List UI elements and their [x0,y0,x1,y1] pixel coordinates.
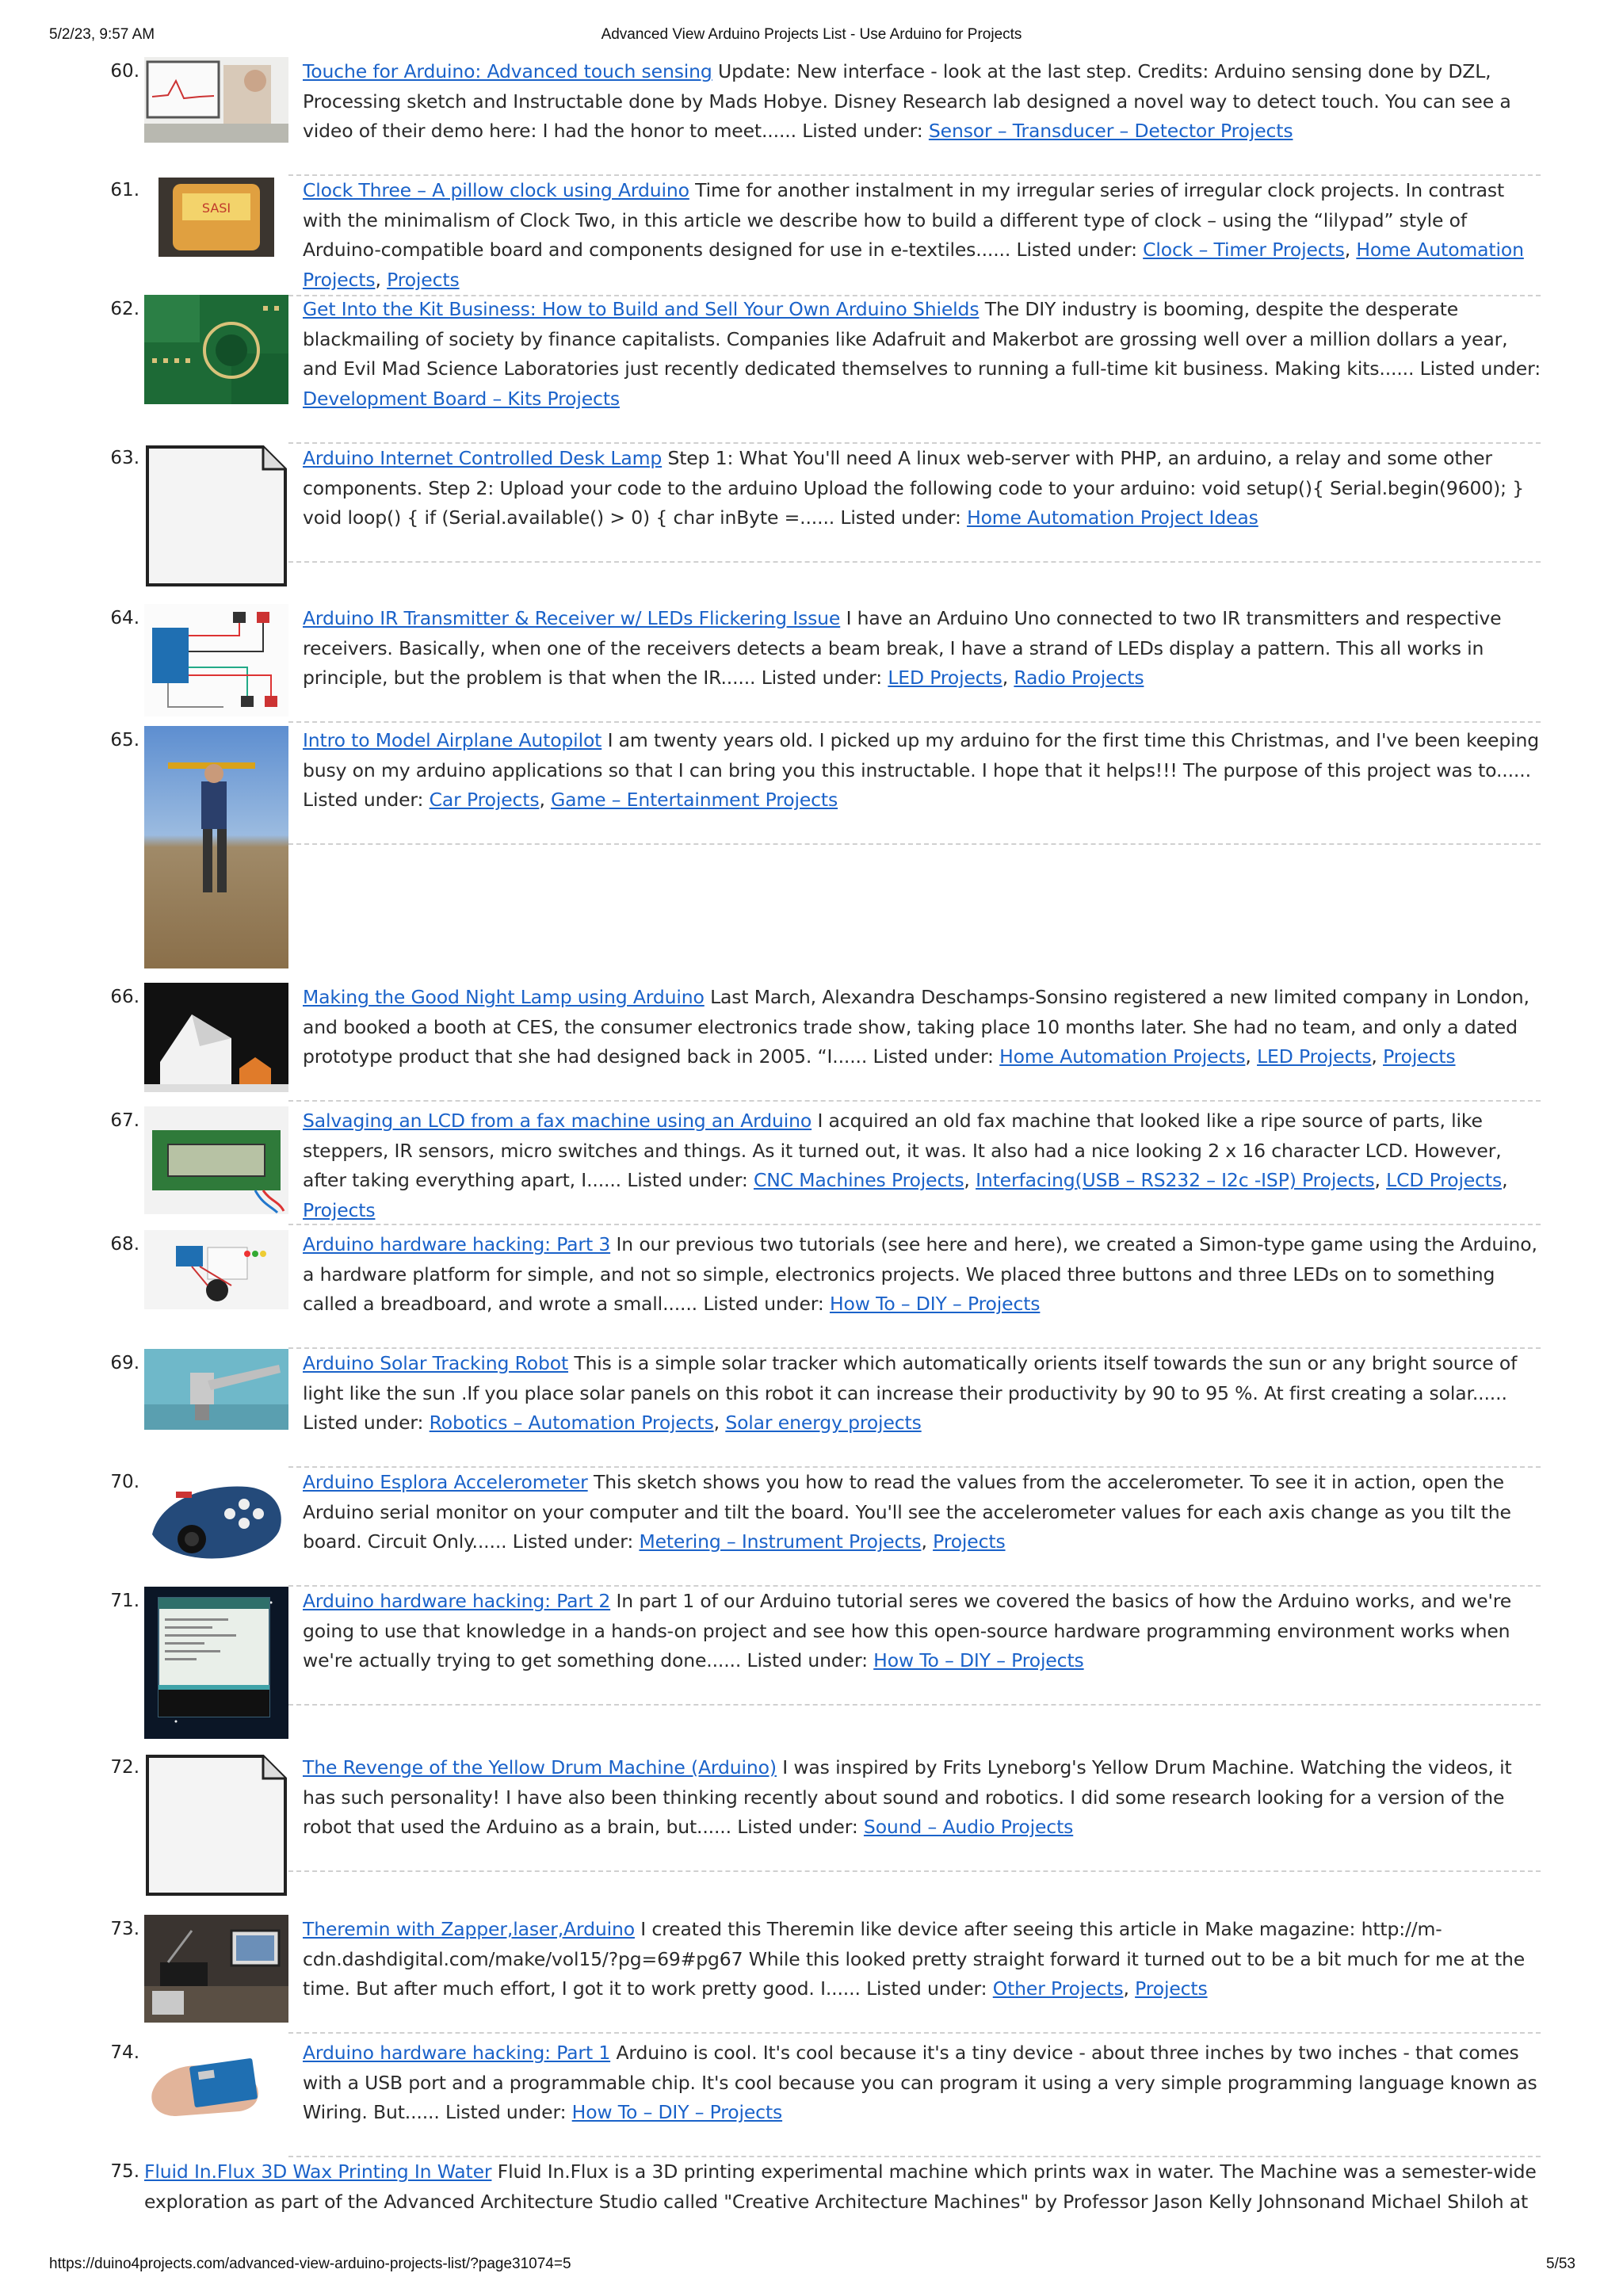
item-title-link[interactable]: Intro to Model Airplane Autopilot [303,729,602,751]
item-number: 72. [110,1757,139,1778]
listed-under-label: Listed under: [1419,357,1541,380]
item-number: 70. [110,1472,139,1492]
listed-under-label: Listed under: [1016,239,1137,262]
listed-under-label: Listed under: [303,789,424,812]
item-number: 75. [110,2161,139,2182]
item-description: In part 1 of our Arduino tutorial seres we covered the basics of how the Arduino works, and we're going to use that knowledge in a hands-on project and see how this open-source hardware programming environment works when we're actually trying to get something done...... [303,1590,1512,1672]
item-number: 67. [110,1110,139,1131]
item-text [144,2157,1541,2217]
pillow-clock-image [158,178,274,257]
touch-demo-image [144,57,288,143]
divider [288,1870,1541,1872]
page-number: 5/53 [1546,2256,1575,2272]
divider [288,2032,1541,2034]
item-text: Arduino IR Transmitter & Receiver w/ LEDs Flickering Issue I have an Arduino Uno connected to two IR transmitters and respective receivers. Basically, when one of the receivers detects a beam break, I have a strand of LEDs display a pattern. This all works in principle, but the problem is that when the IR...... Listed under: LED Projects, Radio Projects [303,607,1502,690]
category-link[interactable]: Projects [387,268,460,291]
item-thumbnail[interactable] [144,1230,288,1309]
item-number: 69. [110,1353,139,1373]
category-link[interactable]: LED Projects [888,667,1002,690]
item-title-link[interactable]: The Revenge of the Yellow Drum Machine (Arduino) [303,1756,777,1778]
item-text: Theremin with Zapper,laser,Arduino I created this Theremin like device after seeing this article in Make magazine: http://m-cdn.dashdigital.com/make/vol15/?pg=69#pg67 While this looked pretty straight forward it turned out to be a bit much for me at the time. But after much effort, I got it to work pretty good. I...... Listed under: Other Projects, Projects [303,1918,1526,2000]
solar-tracker-photo [144,1349,288,1430]
good-night-lamp-photo [144,983,288,1092]
item-thumbnail[interactable] [158,178,274,257]
divider [288,1224,1541,1225]
category-link[interactable]: Other Projects [992,1977,1124,2000]
item-number: 64. [110,608,139,628]
listed-under-label: Listed under: [445,2101,567,2124]
item-description: I am twenty years old. I picked up my arduino for the first time this Christmas, and I've been keeping busy on my arduino applications so that I can bring you this instructable. I hope that it helps!!! The purpose of this project was to...... [303,729,1539,781]
item-text: Arduino Solar Tracking Robot This is a simple solar tracker which automatically orients itself towards the sun or any bright source of light like the sun .If you place solar panels on this robot it can increase their productivity by 90 to 95 %. At first creating a solar...... Listed under: Robotics – Automation Projects, Solar energy projects [303,1352,1518,1435]
item-number: 66. [110,987,139,1007]
category-link[interactable]: Home Automation Project Ideas [967,506,1258,529]
arduino-in-hand-photo [144,2045,288,2124]
divider [288,1704,1541,1706]
item-title-link[interactable]: Arduino Internet Controlled Desk Lamp [303,447,663,469]
item-text: Intro to Model Airplane Autopilot I am twenty years old. I picked up my arduino for the first time this Christmas, and I've been keeping busy on my arduino applications so that I can bring you this instructable. I hope that it helps!!! The purpose of this project was to...... Listed under: Car Projects, Game – Entertainment Projects [303,729,1539,812]
listed-under-label: Listed under: [703,1293,824,1316]
item-text [303,444,1541,533]
category-link[interactable]: Sensor – Transducer – Detector Projects [928,120,1293,143]
category-link[interactable]: Projects [1135,1977,1208,2000]
item-text [303,2038,1541,2128]
item-thumbnail[interactable] [144,444,288,588]
item-text: Salvaging an LCD from a fax machine using an Arduino I acquired an old fax machine that looked like a ripe source of parts, like steppers, IR sensors, micro switches and things. As it turned out, it was. It also had a nice looking 2 x 16 character LCD. However, after taking everything apart, I...... Listed under: CNC Machines Projects, Interfacing(USB – RS232 – I2c -ISP) Projects, LCD Projects, Projects [303,1110,1508,1221]
listed-under-label: Listed under: [627,1169,748,1192]
category-link[interactable]: Sound – Audio Projects [863,1816,1074,1839]
category-link[interactable]: Development Board – Kits Projects [303,387,620,410]
divider [288,1100,1541,1102]
listed-under-label: Listed under: [747,1649,868,1672]
item-text: Clock Three – A pillow clock using Arduino Time for another instalment in my irregular series of irregular clock projects. In contrast with the minimalism of Clock Two, in this article we describe how to build a different type of clock – using the “lilypad” style of Arduino-compatible board and components designed for use in e-textiles...... Listed under: Clock – Timer Projects, Home Automation Projects, Projects [303,179,1524,291]
category-link[interactable]: Projects [303,1198,376,1221]
item-description: I created this Theremin like device after seeing this article in Make magazine: http://m-cdn.dashdigital.com/make/vol15/?pg=69#pg67 While this looked pretty straight forward it turned out to be a bit much for me at the time. But after much effort, I got it to work pretty good. I...... [303,1918,1526,2000]
item-thumbnail[interactable] [144,983,288,1092]
category-link[interactable]: How To – DIY – Projects [829,1293,1041,1316]
listed-under-label: Listed under: [873,1045,994,1068]
item-thumbnail[interactable] [144,1753,288,1897]
theremin-photo [144,1915,288,2023]
item-thumbnail[interactable] [144,726,288,968]
item-text [303,57,1541,147]
item-description: I was inspired by Frits Lyneborg's Yellow Drum Machine. Watching the videos, it has such personality! I have also been thinking recently about sound and robotics. I did some research looking for a version of the robot that used the Arduino as a brain, but...... [303,1756,1512,1839]
item-title-link[interactable]: Get Into the Kit Business: How to Build and Sell Your Own Arduino Shields [303,298,980,320]
item-description: I acquired an old fax machine that looked like a ripe source of parts, like steppers, IR sensors, micro switches and things. As it turned out, it was. It also had a nice looking 2 x 16 character LCD. However, after taking everything apart, I...... [303,1110,1502,1192]
item-number: 65. [110,730,139,751]
item-text: Making the Good Night Lamp using Arduino Last March, Alexandra Deschamps-Sonsino registered a new limited company in London, and booked a booth at CES, the consumer electronics trade show, taking place 10 months later. She had no team, and only a dated prototype product that she had designed back in 2005. “I...... Listed under: Home Automation Projects, LED Projects, Projects [303,986,1529,1068]
print-datetime: 5/2/23, 9:57 AM [49,26,155,43]
item-number: 60. [110,61,139,82]
category-link[interactable]: Radio Projects [1014,667,1144,690]
item-description: This sketch shows you how to read the values from the accelerometer. To see it in action, open the Arduino serial monitor on your computer and tilt the board. You'll see the accelerometer values for each axis change as you tilt the board. Circuit Only...... [303,1471,1511,1553]
item-thumbnail[interactable] [144,57,288,143]
item-title-link[interactable]: Arduino hardware hacking: Part 1 [303,2042,611,2064]
item-number: 62. [110,299,139,319]
category-link[interactable]: Game – Entertainment Projects [551,789,838,812]
item-title-link[interactable]: Touche for Arduino: Advanced touch sensing [303,60,712,82]
listed-under-label: Listed under: [761,667,883,690]
item-description: Time for another instalment in my irregular series of irregular clock projects. In contrast with the minimalism of Clock Two, in this article we describe how to build a different type of clock – using the “lilypad” style of Arduino-compatible board and components designed for use in e-textiles...... [303,179,1505,262]
item-description: Step 1: What You'll need A linux web-server with PHP, an arduino, a relay and some other components. Step 2: Upload your code to the arduino Upload the following code to your arduino: void setup(){ Serial.begin(9600); } void loop() { if (Serial.available() > 0) { char inByte =...... [303,447,1525,529]
breadboard-photo [144,1230,288,1309]
placeholder-document-icon [144,444,288,588]
item-title-link[interactable]: Clock Three – A pillow clock using Arduino [303,179,689,201]
item-number: 63. [110,448,139,468]
listed-under-label: Listed under: [737,1816,858,1839]
item-text [303,1753,1541,1843]
category-link[interactable]: Projects [1383,1045,1456,1068]
item-number: 61. [110,180,139,201]
esplora-board-photo [144,1468,288,1574]
category-link[interactable]: Clock – Timer Projects [1143,239,1345,262]
item-description: This is a simple solar tracker which automatically orients itself towards the sun or any bright source of light like the sun .If you place solar panels on this robot it can increase their productivity by 90 to 95 %. At first creating a solar...... [303,1352,1518,1404]
item-title-link[interactable]: Making the Good Night Lamp using Arduino [303,986,705,1008]
category-link[interactable]: Car Projects [429,789,540,812]
category-link[interactable]: Interfacing(USB – RS232 – I2c -ISP) Projects [976,1169,1375,1192]
category-link[interactable]: Home Automation Projects [303,239,1524,291]
item-title-link[interactable]: Salvaging an LCD from a fax machine using an Arduino [303,1110,812,1132]
item-title-link[interactable]: Arduino hardware hacking: Part 2 [303,1590,611,1612]
item-thumbnail[interactable] [144,1468,288,1574]
svg-text:SASI: SASI [201,201,231,216]
item-thumbnail[interactable] [144,1106,288,1214]
item-thumbnail[interactable] [144,1915,288,2023]
item-description: Last March, Alexandra Deschamps-Sonsino registered a new limited company in London, and booked a booth at CES, the consumer electronics trade show, taking place 10 months later. She had no team, and only a dated prototype product that she had designed back in 2005. “I...... [303,986,1529,1068]
item-text [303,1587,1541,1676]
item-text [303,1230,1541,1320]
category-link[interactable]: LED Projects [1257,1045,1372,1068]
category-link[interactable]: How To – DIY – Projects [873,1649,1084,1672]
item-description: In our previous two tutorials (see here and here), we created a Simon-type game using the Arduino, a hardware platform for simple, and not so simple, electronics projects. We placed three buttons and three LEDs on to something called a breadboard, and wrote a small...... [303,1233,1537,1316]
item-title-link[interactable]: Arduino IR Transmitter & Receiver w/ LEDs Flickering Issue [303,607,841,629]
print-footer [0,2256,1623,2275]
item-title-link[interactable]: Fluid In.Flux 3D Wax Printing In Water [144,2160,492,2183]
print-header [0,26,1623,45]
model-airplane-photo [144,726,288,968]
category-link[interactable]: Metering – Instrument Projects [639,1530,922,1553]
item-number: 68. [110,1234,139,1255]
listed-under-label: Listed under: [303,1412,424,1435]
item-title-link[interactable]: Theremin with Zapper,laser,Arduino [303,1918,635,1940]
divider [288,843,1541,845]
item-description: The DIY industry is booming, despite the desperate blackmailing of society by finance capitalists. Companies like Adafruit and Makerbot are grossing well over a million dollars a year, and Evil Mad Science Laboratories just recently dedicated themselves to running a full-time kit business. Making kits...... [303,298,1508,380]
category-link[interactable]: CNC Machines Projects [753,1169,964,1192]
item-thumbnail[interactable] [144,1349,288,1430]
placeholder-document-icon [144,1753,288,1897]
listed-under-label: Listed under: [512,1530,634,1553]
divider [288,561,1541,563]
item-number: 71. [110,1591,139,1611]
arduino-ide-screenshot [144,1587,288,1739]
item-description: Arduino is cool. It's cool because it's a tiny device - about three inches by two inches - that comes with a USB port and a programmable chip. It's cool because you can program it using a very simple programming language known as Wiring. But...... [303,2042,1537,2124]
lcd-module-photo [144,1106,288,1214]
pcb-shield-image [144,295,288,404]
category-link[interactable]: Projects [933,1530,1006,1553]
item-title-link[interactable]: Arduino Solar Tracking Robot [303,1352,569,1374]
category-link[interactable]: How To – DIY – Projects [571,2101,783,2124]
category-link[interactable]: LCD Projects [1386,1169,1503,1192]
category-link[interactable]: Robotics – Automation Projects [429,1412,714,1435]
listed-under-label: Listed under: [802,120,923,143]
item-title-link[interactable]: Arduino hardware hacking: Part 3 [303,1233,611,1255]
item-text: Arduino Esplora Accelerometer This sketch shows you how to read the values from the accelerometer. To see it in action, open the Arduino serial monitor on your computer and tilt the board. You'll see the accelerometer values for each axis change as you tilt the board. Circuit Only...... Listed under: Metering – Instrument Projects, Projects [303,1471,1511,1553]
item-text [303,295,1541,414]
item-description: I have an Arduino Uno connected to two IR transmitters and respective receivers. Basically, when one of the receivers detects a beam break, I have a strand of LEDs display a pattern. This all works in principle, but the problem is that when the IR...... [303,607,1502,690]
listed-under-label: Listed under: [840,506,961,529]
divider [288,721,1541,723]
item-number: 73. [110,1919,139,1939]
item-title-link[interactable]: Arduino Esplora Accelerometer [303,1471,588,1493]
page-title: Advanced View Arduino Projects List - Use Arduino for Projects [601,26,1022,43]
ir-circuit-diagram [144,604,288,716]
page-url: https://duino4projects.com/advanced-view-arduino-projects-list/?page31074=5 [49,2256,571,2272]
item-number: 74. [110,2042,139,2063]
item-thumbnail[interactable] [144,295,288,404]
item-thumbnail[interactable] [144,1587,288,1739]
item-description: Update: New interface - look at the last step. Credits: Arduino sensing done by DZL, Processing sketch and Instructable done by Mads Hobye. Disney Research lab designed a novel way to detect touch. You can see a video of their demo here: I had the honor to meet...... [303,60,1511,143]
item-thumbnail[interactable] [144,2045,288,2124]
listed-under-label: Listed under: [866,1977,987,2000]
item-thumbnail[interactable] [144,604,288,716]
category-link[interactable]: Home Automation Projects [999,1045,1246,1068]
category-link[interactable]: Solar energy projects [725,1412,922,1435]
item-description: Fluid In.Flux is a 3D printing experimental machine which prints wax in water. The Machine was a semester-wide exploration as part of the Advanced Architecture Studio called "Creative Architecture Machines" by Professor Jason Kelly Johnsonand Michael Shiloh at [144,2160,1537,2213]
